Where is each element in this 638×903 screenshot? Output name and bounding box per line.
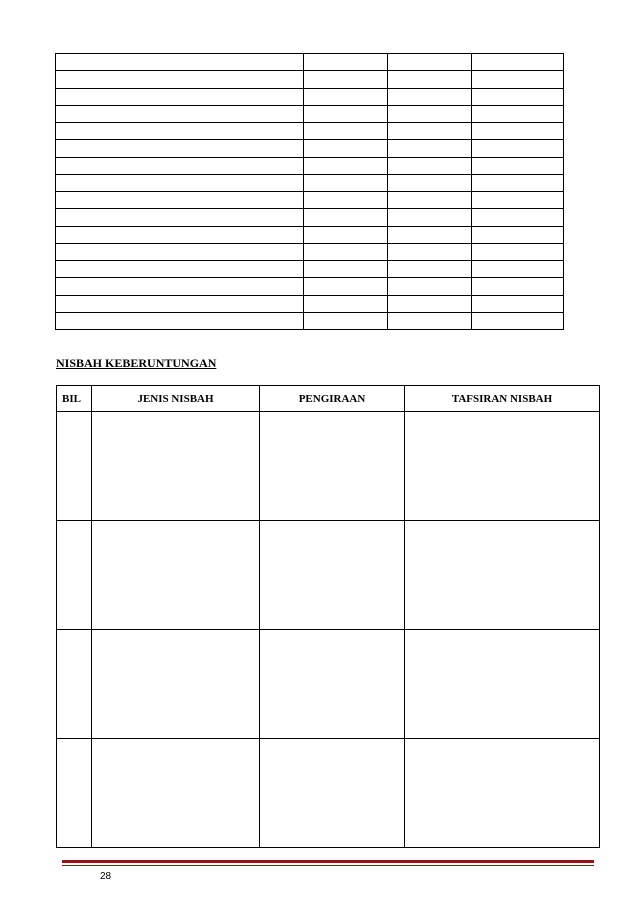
table-cell xyxy=(56,209,304,226)
tafsiran-nisbah-cell xyxy=(405,521,600,630)
header-jenis-nisbah: JENIS NISBAH xyxy=(92,386,260,412)
table-cell xyxy=(388,88,472,105)
table-cell xyxy=(304,295,388,312)
table-cell xyxy=(56,54,304,71)
table-cell xyxy=(388,157,472,174)
table-cell xyxy=(388,174,472,191)
jenis-nisbah-cell xyxy=(92,630,260,739)
table-row xyxy=(56,123,564,140)
table-cell xyxy=(472,123,564,140)
pengiraan-cell xyxy=(260,521,405,630)
table-cell xyxy=(304,71,388,88)
tafsiran-nisbah-cell xyxy=(405,630,600,739)
table-row xyxy=(56,261,564,278)
table-cell xyxy=(304,209,388,226)
table-cell xyxy=(388,192,472,209)
header-pengiraan: PENGIRAAN xyxy=(260,386,405,412)
table-cell xyxy=(388,105,472,122)
table-cell xyxy=(472,71,564,88)
pengiraan-cell xyxy=(260,739,405,848)
table-cell xyxy=(472,209,564,226)
table-cell xyxy=(304,243,388,260)
table-cell xyxy=(388,226,472,243)
bil-cell xyxy=(57,521,92,630)
table-row xyxy=(56,192,564,209)
table-cell xyxy=(56,312,304,329)
header-bil: BIL xyxy=(57,386,92,412)
table-cell xyxy=(304,140,388,157)
table-row xyxy=(56,140,564,157)
table-cell xyxy=(388,261,472,278)
table-cell xyxy=(56,105,304,122)
section-title: NISBAH KEBERUNTUNGAN xyxy=(56,356,217,370)
table-cell xyxy=(472,54,564,71)
table-row xyxy=(56,157,564,174)
table-cell xyxy=(472,192,564,209)
table-row xyxy=(56,243,564,260)
table-cell xyxy=(304,192,388,209)
table-row xyxy=(56,226,564,243)
ratio-row xyxy=(57,739,600,848)
table-row xyxy=(56,209,564,226)
table-cell xyxy=(56,261,304,278)
table-cell xyxy=(304,123,388,140)
ratio-row xyxy=(57,521,600,630)
table-cell xyxy=(56,88,304,105)
table-cell xyxy=(472,312,564,329)
tafsiran-nisbah-cell xyxy=(405,412,600,521)
table-cell xyxy=(472,174,564,191)
table-cell xyxy=(388,54,472,71)
table-cell xyxy=(304,174,388,191)
table-cell xyxy=(304,261,388,278)
table-cell xyxy=(56,226,304,243)
table-cell xyxy=(388,71,472,88)
ratio-table xyxy=(56,385,600,848)
table-row xyxy=(56,278,564,295)
pengiraan-cell xyxy=(260,630,405,739)
table-cell xyxy=(388,295,472,312)
table-cell xyxy=(388,243,472,260)
table-cell xyxy=(56,295,304,312)
empty-grid-table xyxy=(55,53,564,330)
footer-rule-thin xyxy=(62,865,594,866)
table-row xyxy=(56,295,564,312)
bil-cell xyxy=(57,739,92,848)
table-cell xyxy=(304,278,388,295)
table-cell xyxy=(56,71,304,88)
table-cell xyxy=(56,278,304,295)
table-cell xyxy=(472,105,564,122)
pengiraan-cell xyxy=(260,412,405,521)
table-row xyxy=(56,312,564,329)
table-row xyxy=(56,71,564,88)
table-cell xyxy=(304,312,388,329)
table-row xyxy=(56,54,564,71)
table-cell xyxy=(56,174,304,191)
table-cell xyxy=(472,261,564,278)
table-cell xyxy=(472,157,564,174)
ratio-table-header-row xyxy=(57,386,600,412)
table-cell xyxy=(56,123,304,140)
page-number: 28 xyxy=(100,871,112,882)
bil-cell xyxy=(57,630,92,739)
table-cell xyxy=(472,295,564,312)
table-cell xyxy=(472,278,564,295)
header-tafsiran-nisbah: TAFSIRAN NISBAH xyxy=(405,386,600,412)
table-cell xyxy=(388,209,472,226)
ratio-row xyxy=(57,412,600,521)
table-cell xyxy=(56,157,304,174)
tafsiran-nisbah-cell xyxy=(405,739,600,848)
ratio-table-body xyxy=(57,412,600,848)
footer-rule xyxy=(62,860,594,863)
table-cell xyxy=(304,88,388,105)
table-cell xyxy=(388,312,472,329)
table-cell xyxy=(388,278,472,295)
jenis-nisbah-cell xyxy=(92,412,260,521)
bil-cell xyxy=(57,412,92,521)
ratio-row xyxy=(57,630,600,739)
empty-grid-body xyxy=(56,54,564,330)
table-cell xyxy=(472,226,564,243)
table-cell xyxy=(472,88,564,105)
table-row xyxy=(56,88,564,105)
table-cell xyxy=(56,243,304,260)
table-cell xyxy=(304,54,388,71)
jenis-nisbah-cell xyxy=(92,521,260,630)
table-cell xyxy=(388,140,472,157)
table-cell xyxy=(304,157,388,174)
table-cell xyxy=(304,226,388,243)
table-cell xyxy=(472,243,564,260)
table-cell xyxy=(472,140,564,157)
table-cell xyxy=(56,140,304,157)
table-cell xyxy=(388,123,472,140)
table-cell xyxy=(56,192,304,209)
table-row xyxy=(56,174,564,191)
table-cell xyxy=(304,105,388,122)
table-row xyxy=(56,105,564,122)
jenis-nisbah-cell xyxy=(92,739,260,848)
